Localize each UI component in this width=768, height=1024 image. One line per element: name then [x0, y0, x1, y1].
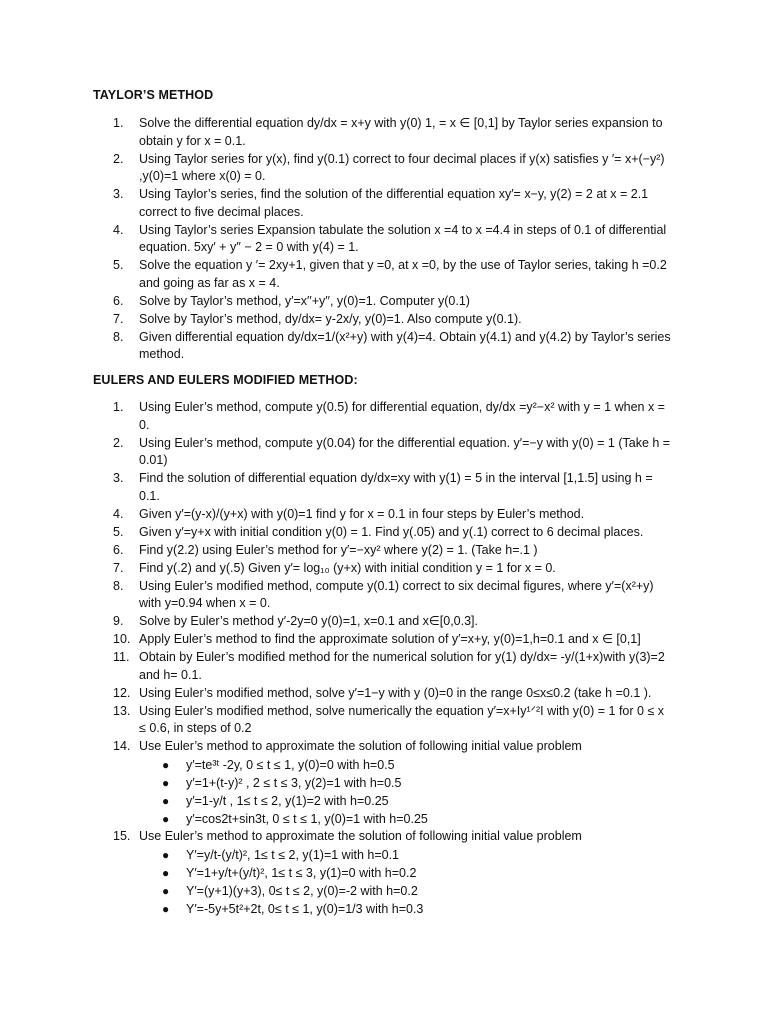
question-item — [0, 151, 674, 186]
sub-problem-item — [139, 792, 674, 810]
sub-problem-text: y′=1+(t-y)² , 2 ≤ t ≤ 3, y(2)=1 with h=0.5 — [186, 775, 402, 790]
question-item — [0, 685, 674, 703]
sub-problem-item — [139, 774, 674, 792]
question-text: Solve by Taylor’s method, y′=x′′+y′′, y(0)=1. Computer y(0.1) — [139, 293, 470, 308]
question-text: Solve by Taylor’s method, dy/dx= y-2x/y, y(0)=1. Also compute y(0.1). — [139, 311, 522, 326]
euler-question-list — [0, 399, 768, 918]
bullet-icon: ● — [162, 865, 170, 880]
sub-problem-text: y′=cos2t+sin3t, 0 ≤ t ≤ 1, y(0)=1 with h=0.25 — [186, 811, 428, 826]
question-text: Using Euler’s method, compute y(0.5) for differential equation, dy/dx =y²−x² with y = 1 when x = 0. — [139, 400, 665, 432]
question-text: Find y(.2) and y(.5) Given y′= log₁₀ (y+x) with initial condition y = 1 for x = 0. — [139, 560, 556, 575]
question-item — [0, 470, 674, 505]
question-text: Obtain by Euler’s modified method for the numerical solution for y(1) dy/dx= -y/(1+x)with y(3)=2 and h= 0.1. — [139, 650, 665, 682]
question-text: Using Taylor series for y(x), find y(0.1) correct to four decimal places if y(x) satisfies y ′= x+(−y²) ,y(0)=1 where x(0) = 0. — [139, 151, 665, 184]
question-number: 2. — [113, 435, 124, 450]
sub-problem-item — [139, 900, 674, 918]
question-text: Using Euler’s method, compute y(0.04) for the differential equation. y′=−y with y(0) = 1 (Take h = 0.01) — [139, 435, 671, 468]
sub-problem-text: Y′=1+y/t+(y/t)², 1≤ t ≤ 3, y(1)=0 with h=0.2 — [186, 865, 417, 880]
question-number: 11. — [113, 650, 130, 665]
question-number: 1. — [113, 116, 124, 130]
bullet-icon: ● — [162, 883, 170, 898]
question-number: 5. — [113, 258, 124, 273]
sub-problem-item — [139, 864, 674, 882]
question-item — [0, 222, 674, 257]
question-item — [0, 738, 674, 828]
question-text: Using Euler’s modified method, solve y′=1−y with y (0)=0 in the range 0≤x≤0.2 (take h =0.1 ). — [139, 685, 652, 700]
question-text: Use Euler’s method to approximate the solution of following initial value problem — [139, 739, 582, 754]
question-number: 3. — [113, 471, 124, 486]
sub-problem-list — [139, 756, 674, 828]
bullet-icon: ● — [162, 901, 170, 916]
question-number: 15. — [113, 829, 131, 844]
sub-problem-text: y′=1-y/t , 1≤ t ≤ 2, y(1)=2 with h=0.25 — [186, 793, 389, 808]
sub-problem-text: Y′=-5y+5t²+2t, 0≤ t ≤ 1, y(0)=1/3 with h=0.3 — [186, 901, 424, 916]
question-text: Solve by Euler’s method y′-2y=0 y(0)=1, x=0.1 and x∈[0,0.3]. — [139, 614, 478, 629]
question-item — [0, 293, 674, 311]
question-item — [0, 329, 674, 364]
taylor-question-list — [0, 115, 768, 364]
bullet-icon: ● — [162, 757, 170, 772]
sub-problem-item — [139, 882, 674, 900]
question-text: Using Euler’s modified method, solve numerically the equation y′=x+Iy¹ᐟ²I with y(0) = 1 for 0 ≤ x ≤ 0.6, in steps of 0.2 — [139, 703, 665, 736]
sub-problem-text: Y′=(y+1)(y+3), 0≤ t ≤ 2, y(0)=-2 with h=0.2 — [186, 883, 418, 898]
question-item — [0, 828, 674, 918]
sub-problem-item — [139, 756, 674, 774]
question-number: 3. — [113, 187, 124, 202]
question-item — [0, 115, 674, 150]
question-text: Using Taylor’s series Expansion tabulate the solution x =4 to x =4.4 in steps of 0.1 of differential equation. 5xy′ + y′′ − 2 = 0 with y(4) = 1. — [139, 222, 667, 255]
question-item — [0, 524, 674, 542]
bullet-icon: ● — [162, 793, 170, 808]
section-heading-taylor: TAYLOR’S METHOD — [93, 88, 214, 102]
question-text: Use Euler’s method to approximate the solution of following initial value problem — [139, 829, 582, 844]
sub-problem-item — [139, 810, 674, 828]
question-number: 9. — [113, 614, 124, 629]
question-text: Given y′=y+x with initial condition y(0) = 1. Find y(.05) and y(.1) correct to 6 decimal places. — [139, 524, 644, 539]
question-item — [0, 649, 674, 684]
question-text: Find the solution of differential equation dy/dx=xy with y(1) = 5 in the interval [1,1.5] using h = 0.1. — [139, 471, 653, 503]
question-item — [0, 613, 674, 631]
question-number: 8. — [113, 329, 124, 344]
question-number: 6. — [113, 293, 124, 308]
sub-problem-text: Y′=y/t-(y/t)², 1≤ t ≤ 2, y(1)=1 with h=0.1 — [186, 847, 400, 862]
question-item — [0, 257, 674, 292]
question-text: Find y(2.2) using Euler’s method for y′=−xy² where y(2) = 1. (Take h=.1 ) — [139, 542, 538, 557]
question-item — [0, 186, 674, 221]
question-number: 7. — [113, 560, 124, 575]
question-item — [0, 399, 674, 434]
question-text: Given differential equation dy/dx=1/(x²+y) with y(4)=4. Obtain y(4.1) and y(4.2) by Taylor’s series method. — [139, 329, 671, 362]
sub-problem-list — [139, 846, 674, 918]
bullet-icon: ● — [162, 811, 170, 826]
question-item — [0, 506, 674, 524]
question-number: 13. — [113, 703, 131, 718]
question-number: 7. — [113, 311, 124, 326]
question-number: 4. — [113, 506, 124, 521]
question-text: Solve the differential equation dy/dx = x+y with y(0) 1, = x ∈ [0,1] by Taylor series expansion to obtain y for x = 0.1. — [139, 116, 663, 148]
question-number: 12. — [113, 685, 131, 700]
question-number: 8. — [113, 578, 124, 593]
question-number: 2. — [113, 151, 124, 166]
bullet-icon: ● — [162, 847, 170, 862]
question-number: 1. — [113, 400, 124, 414]
section-heading-euler: EULERS AND EULERS MODIFIED METHOD: — [93, 373, 358, 387]
question-text: Given y′=(y-x)/(y+x) with y(0)=1 find y for x = 0.1 in four steps by Euler’s method. — [139, 506, 585, 521]
question-number: 10. — [113, 632, 131, 647]
question-text: Solve the equation y ′= 2xy+1, given that y =0, at x =0, by the use of Taylor series, taking h =0.2 and going as far as x = 4. — [139, 258, 667, 290]
question-item — [0, 311, 674, 329]
question-item — [0, 560, 674, 578]
bullet-icon: ● — [162, 775, 170, 790]
question-item — [0, 578, 674, 613]
question-item — [0, 435, 674, 470]
question-text: Using Taylor’s series, find the solution of the differential equation xy′= x−y, y(2) = 2 at x = 2.1 correct to five decimal places. — [139, 187, 649, 219]
question-number: 6. — [113, 542, 124, 557]
question-item — [0, 631, 674, 649]
question-item — [0, 703, 674, 738]
question-text: Apply Euler’s method to find the approximate solution of y′=x+y, y(0)=1,h=0.1 and x ∈ [0,1] — [139, 632, 641, 647]
sub-problem-item — [139, 846, 674, 864]
question-number: 14. — [113, 739, 131, 754]
question-text: Using Euler’s modified method, compute y(0.1) correct to six decimal figures, where y′=(x²+y) with y=0.94 when x = 0. — [139, 578, 654, 611]
sub-problem-text: y′=te³ᵗ -2y, 0 ≤ t ≤ 1, y(0)=0 with h=0.5 — [186, 757, 395, 772]
question-number: 5. — [113, 524, 124, 539]
question-number: 4. — [113, 222, 124, 237]
question-item — [0, 542, 674, 560]
